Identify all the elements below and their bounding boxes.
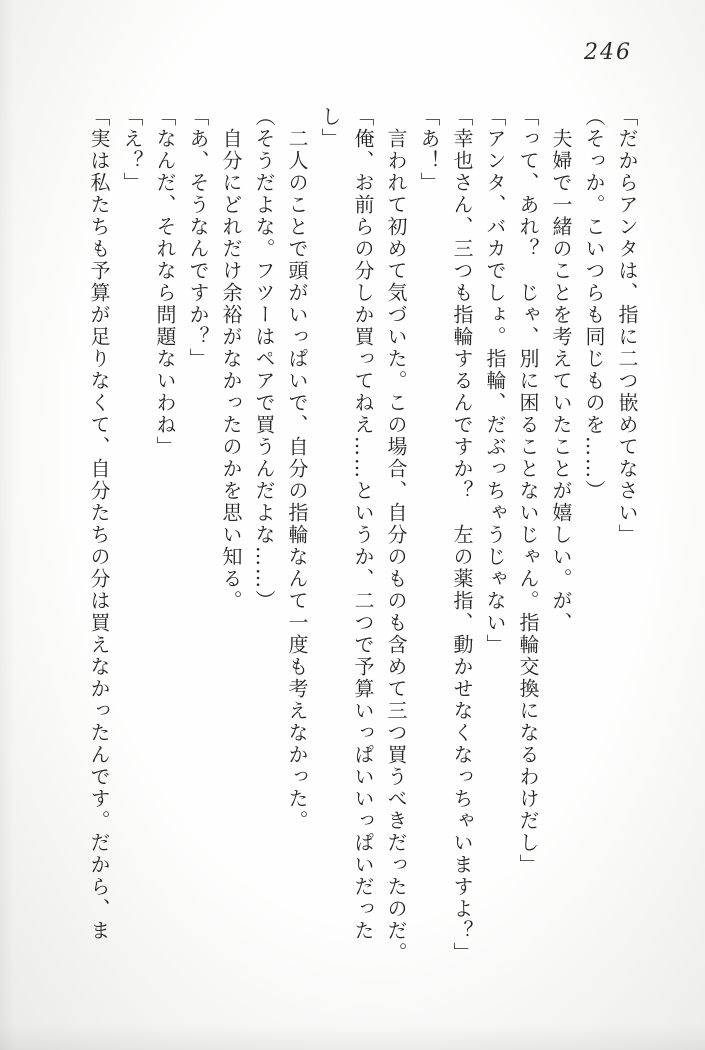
text-line: 「だからアンタは、指に二つ嵌めてなさい」: [615, 106, 639, 546]
text-line: 「アンタ、バカでしょ。指輪、だぶっちゃうじゃない」: [483, 106, 507, 656]
page-number: 246: [584, 40, 632, 65]
text-line: （そうだよな。フツーはペアで買うんだよな……）: [252, 106, 276, 612]
text-line: 「え？」: [120, 106, 144, 194]
text-area: [68, 106, 643, 996]
text-line: 「あ！」: [417, 106, 441, 194]
text-line: （そっか。こいつらも同じものを……）: [582, 106, 606, 502]
text-line: し」: [318, 106, 342, 150]
text-line: 「あ、そうなんですか？」: [186, 106, 210, 370]
text-line: 夫婦で一緒のことを考えていたことが嬉しい。が、: [549, 106, 573, 634]
text-line: 自分にどれだけ余裕がなかったのかを思い知る。: [219, 106, 243, 612]
text-line: 「実は私たちも予算が足りなくて、自分たちの分は買えなかったんです。だから、ま: [87, 106, 111, 942]
text-line: 「って、あれ？ じゃ、別に困ることないじゃん。指輪交換になるわけだし」: [516, 106, 540, 876]
text-line: 「俺、お前らの分しか買ってねえ……というか、二つで予算いっぱいいっぱいだった: [351, 106, 375, 942]
text-line: 「幸也さん、三つも指輪するんですか？ 左の薬指、動かせなくなっちゃいますよ？」: [450, 106, 474, 964]
text-line: 言われて初めて気づいた。この場合、自分のものも含めて三つ買うべきだったのだ。: [384, 106, 408, 964]
text-line: 二人のことで頭がいっぱいで、自分の指輪なんて一度も考えなかった。: [285, 106, 309, 832]
text-line: 「なんだ、それなら問題ないわね」: [153, 106, 177, 458]
